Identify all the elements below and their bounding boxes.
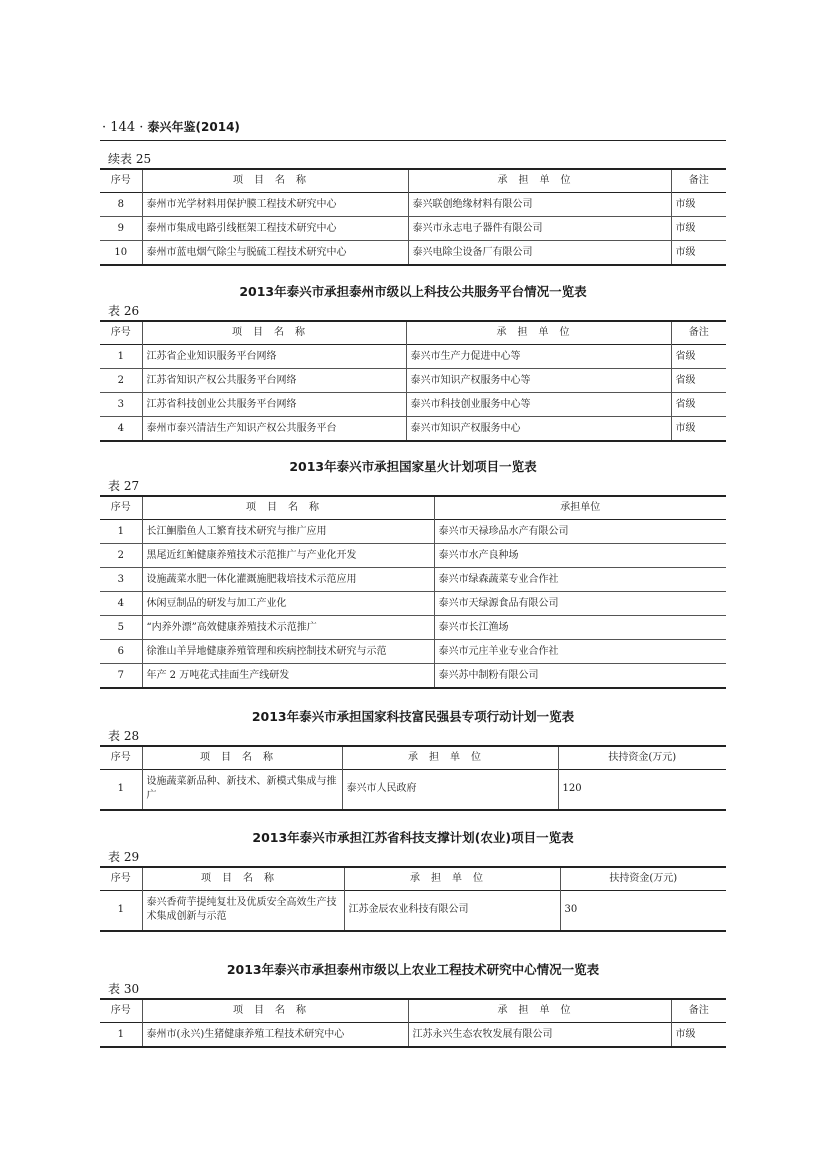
col-header: 项目名称 (142, 999, 408, 1023)
table-header-row (100, 999, 726, 1023)
cell: 1 (117, 525, 124, 537)
cell: 泰兴市生产力促进中心等 (406, 345, 671, 369)
table-row (100, 1023, 726, 1048)
table-label: 表 26 (108, 304, 140, 318)
col-header: 承担单位 (408, 169, 671, 193)
col-header: 序号 (110, 1005, 131, 1016)
col-header: 序号 (110, 502, 131, 513)
table29 (100, 866, 726, 932)
table29-section (100, 828, 726, 932)
cell: 泰兴市水产良种场 (434, 544, 726, 568)
col-header: 项目名称 (142, 867, 344, 891)
col-header: 承担单位 (434, 496, 726, 520)
cell: 泰兴市科技创业服务中心等 (406, 393, 671, 417)
col-header: 备注 (671, 321, 726, 345)
col-header: 序号 (110, 752, 131, 763)
cell: 江苏金辰农业科技有限公司 (344, 891, 560, 931)
cell: 30 (560, 891, 726, 931)
cell: 3 (117, 573, 124, 585)
cell: 设施蔬菜水肥一体化灌溉施肥栽培技术示范应用 (142, 568, 434, 592)
cell: 市级 (671, 417, 726, 442)
cell: 4 (117, 422, 124, 434)
col-header: 序号 (110, 175, 131, 186)
table26 (100, 320, 726, 442)
cell: 年产 2 万吨花式挂面生产线研发 (142, 664, 434, 689)
cell: 泰兴联创绝缘材料有限公司 (408, 193, 671, 217)
table28-section (100, 707, 726, 811)
cell: 5 (117, 621, 124, 633)
cell: 1 (117, 783, 124, 795)
table-label: 表 30 (108, 982, 140, 996)
col-header: 序号 (110, 873, 131, 884)
table25-section (100, 150, 726, 266)
col-header: 序号 (110, 327, 131, 338)
cell: 泰兴苏中制粉有限公司 (434, 664, 726, 689)
running-header (102, 118, 240, 135)
cell: 市级 (671, 193, 726, 217)
cell: 9 (117, 222, 124, 234)
table-row (100, 241, 726, 266)
table-row (100, 520, 726, 544)
cell: 泰兴市绿森蔬菜专业合作社 (434, 568, 726, 592)
table-title: 2013年泰兴市承担泰州市级以上科技公共服务平台情况一览表 (239, 284, 587, 299)
cell: 省级 (671, 345, 726, 369)
cell: 设施蔬菜新品种、新技术、新模式集成与推广 (142, 770, 342, 810)
cell: 黑尾近红鲌健康养殖技术示范推广与产业化开发 (142, 544, 434, 568)
cell: 2 (117, 549, 124, 561)
col-header: 备注 (671, 999, 726, 1023)
table-row (100, 640, 726, 664)
table-row (100, 770, 726, 810)
table28 (100, 745, 726, 811)
table-label: 续表 25 (108, 152, 152, 166)
table-header-row (100, 169, 726, 193)
table-header-row (100, 496, 726, 520)
table-row (100, 592, 726, 616)
cell: 泰兴电除尘设备厂有限公司 (408, 241, 671, 266)
table-row (100, 616, 726, 640)
table-label: 表 28 (108, 729, 140, 743)
cell: 泰兴市知识产权服务中心等 (406, 369, 671, 393)
table-header-row (100, 867, 726, 891)
table-label: 表 27 (108, 479, 140, 493)
table-title: 2013年泰兴市承担国家星火计划项目一览表 (289, 459, 537, 474)
table-row (100, 664, 726, 689)
cell: 1 (117, 904, 124, 916)
cell: “内养外漂”高效健康养殖技术示范推广 (142, 616, 434, 640)
cell: 6 (117, 645, 124, 657)
table-row (100, 217, 726, 241)
cell: 泰州市蓝电烟气除尘与脱硫工程技术研究中心 (142, 241, 408, 266)
cell: 休闲豆制品的研发与加工产业化 (142, 592, 434, 616)
table-title: 2013年泰兴市承担江苏省科技支撑计划(农业)项目一览表 (252, 830, 574, 845)
cell: 120 (558, 770, 726, 810)
col-header: 项目名称 (142, 746, 342, 770)
header-bullet: · (139, 120, 144, 135)
cell: 省级 (671, 369, 726, 393)
cell: 泰兴市长江渔场 (434, 616, 726, 640)
table-label: 表 29 (108, 850, 140, 864)
col-header: 项目名称 (142, 496, 434, 520)
cell: 泰州市集成电路引线框架工程技术研究中心 (142, 217, 408, 241)
table-row (100, 393, 726, 417)
header-bullet: · (102, 120, 107, 135)
table30-section (100, 960, 726, 1048)
table27-section (100, 457, 726, 689)
table-row (100, 417, 726, 442)
table26-section (100, 282, 726, 442)
table-row (100, 544, 726, 568)
col-header: 承担单位 (342, 746, 558, 770)
table-row (100, 345, 726, 369)
col-header: 项目名称 (142, 321, 406, 345)
col-header: 承担单位 (406, 321, 671, 345)
cell: 泰兴市人民政府 (342, 770, 558, 810)
cell: 1 (117, 350, 124, 362)
col-header: 承担单位 (344, 867, 560, 891)
cell: 3 (117, 398, 124, 410)
table25 (100, 168, 726, 266)
cell: 江苏永兴生态农牧发展有限公司 (408, 1023, 671, 1048)
cell: 市级 (671, 241, 726, 266)
col-header: 项目名称 (142, 169, 408, 193)
cell: 1 (117, 1028, 124, 1040)
cell: 泰兴市知识产权服务中心 (406, 417, 671, 442)
table-title: 2013年泰兴市承担泰州市级以上农业工程技术研究中心情况一览表 (226, 962, 600, 977)
col-header: 扶持资金(万元) (560, 867, 726, 891)
cell: 江苏省科技创业公共服务平台网络 (142, 393, 406, 417)
cell: 泰州市(永兴)生猪健康养殖工程技术研究中心 (142, 1023, 408, 1048)
header-rule (100, 140, 726, 141)
cell: 泰州市泰兴清洁生产知识产权公共服务平台 (142, 417, 406, 442)
col-header: 备注 (671, 169, 726, 193)
cell: 7 (117, 669, 124, 681)
cell: 泰兴市天禄珍品水产有限公司 (434, 520, 726, 544)
cell: 泰州市光学材料用保护膜工程技术研究中心 (142, 193, 408, 217)
book-title: 泰兴年鉴(2014) (147, 120, 240, 134)
cell: 10 (114, 246, 128, 258)
cell: 省级 (671, 393, 726, 417)
col-header: 扶持资金(万元) (558, 746, 726, 770)
table-header-row (100, 321, 726, 345)
cell: 8 (117, 198, 124, 210)
cell: 2 (117, 374, 124, 386)
table-header-row (100, 746, 726, 770)
cell: 4 (117, 597, 124, 609)
cell: 江苏省知识产权公共服务平台网络 (142, 369, 406, 393)
col-header: 承担单位 (408, 999, 671, 1023)
cell: 市级 (671, 1023, 726, 1048)
cell: 徐淮山羊异地健康养殖管理和疾病控制技术研究与示范 (142, 640, 434, 664)
table-row (100, 568, 726, 592)
cell: 市级 (671, 217, 726, 241)
table-title: 2013年泰兴市承担国家科技富民强县专项行动计划一览表 (251, 709, 575, 724)
cell: 泰兴市永志电子器件有限公司 (408, 217, 671, 241)
table-row (100, 193, 726, 217)
page-number: 144 (110, 120, 136, 135)
table30 (100, 998, 726, 1048)
cell: 泰兴市天绿源食品有限公司 (434, 592, 726, 616)
cell: 长江鮰脂鱼人工繁育技术研究与推广应用 (142, 520, 434, 544)
table27 (100, 495, 726, 689)
cell: 江苏省企业知识服务平台网络 (142, 345, 406, 369)
cell: 泰兴市元庄羊业专业合作社 (434, 640, 726, 664)
cell: 泰兴香荷芋提纯复壮及优质安全高效生产技术集成创新与示范 (142, 891, 344, 931)
table-row (100, 369, 726, 393)
table-row (100, 891, 726, 931)
